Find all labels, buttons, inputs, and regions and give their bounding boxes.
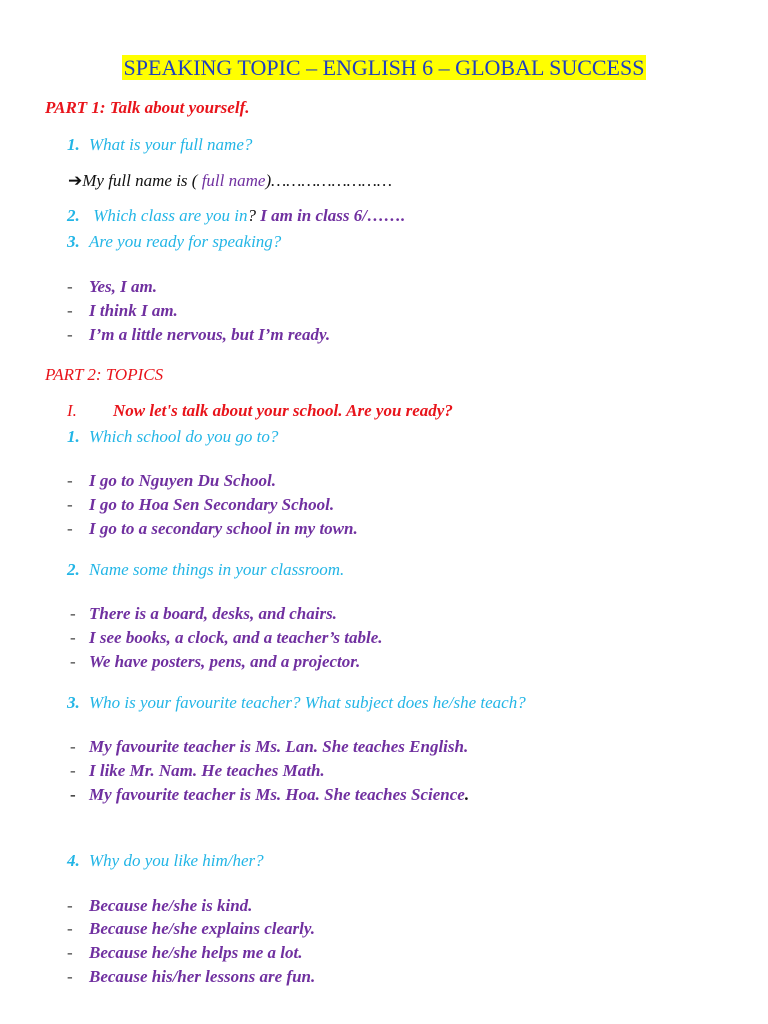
list-item: - Because he/she is kind. [67,896,253,915]
final-period: . [464,785,470,804]
full-name-hint: full name [201,171,266,190]
part2-question-1: 1. Which school do you go to? [67,427,279,446]
list-item: - I go to Nguyen Du School. [67,471,277,490]
list-item: - Because he/she explains clearly. [67,919,316,938]
question-number: 3. [67,232,80,251]
list-item: - We have posters, pens, and a projector. [70,652,361,671]
question-number: 1. [67,135,80,154]
full-name-line [68,170,392,192]
part1-question-1 [67,134,252,156]
question-text: Are you ready for speaking? [89,232,282,251]
list-item: - My favourite teacher is Ms. Lan. She teaches English. [70,737,469,756]
section-text: Now let's talk about your school. Are you ready? [113,401,453,420]
list-item: - Because his/her lessons are fun. [67,967,316,986]
list-item: - I’m a little nervous, but I’m ready. [67,325,331,344]
part1-question-3 [67,231,281,253]
question-mark: ? [247,206,256,225]
part1-question-2 [67,205,405,227]
class-answer: I am in class 6/……. [255,206,406,225]
question-text: Which class are you in [93,206,248,225]
arrow-icon: ➔ [68,171,83,190]
list-item: - I think I am. [67,301,178,320]
list-item: - Yes, I am. [67,277,157,296]
list-item: - Because he/she helps me a lot. [67,943,303,962]
question-text: What is your full name? [89,135,253,154]
list-item: - There is a board, desks, and chairs. [70,604,337,623]
page-title-text: SPEAKING TOPIC – ENGLISH 6 – GLOBAL SUCCESS [123,55,645,80]
question-number: 2. [67,206,80,225]
list-item: - I go to Hoa Sen Secondary School. [67,495,335,514]
part2-question-4: 4. Why do you like him/her? [67,851,264,870]
full-name-prefix: My full name is ( [82,171,202,190]
list-item: - I go to a secondary school in my town. [67,519,358,538]
part2-question-3: 3. Who is your favourite teacher? What subject does he/she teach? [67,693,526,712]
list-item: - My favourite teacher is Ms. Hoa. She teaches Science. [70,785,470,804]
full-name-suffix: )…………………… [265,171,393,190]
part1-heading: PART 1: Talk about yourself. [45,98,250,117]
list-item: - I like Mr. Nam. He teaches Math. [70,761,325,780]
part2-question-2: 2. Name some things in your classroom. [67,560,345,579]
section-1-heading [67,400,453,422]
page-title [0,54,768,82]
section-roman: I. [67,401,77,420]
part2-heading: PART 2: TOPICS [45,365,164,384]
list-item: - I see books, a clock, and a teacher’s table. [70,628,383,647]
